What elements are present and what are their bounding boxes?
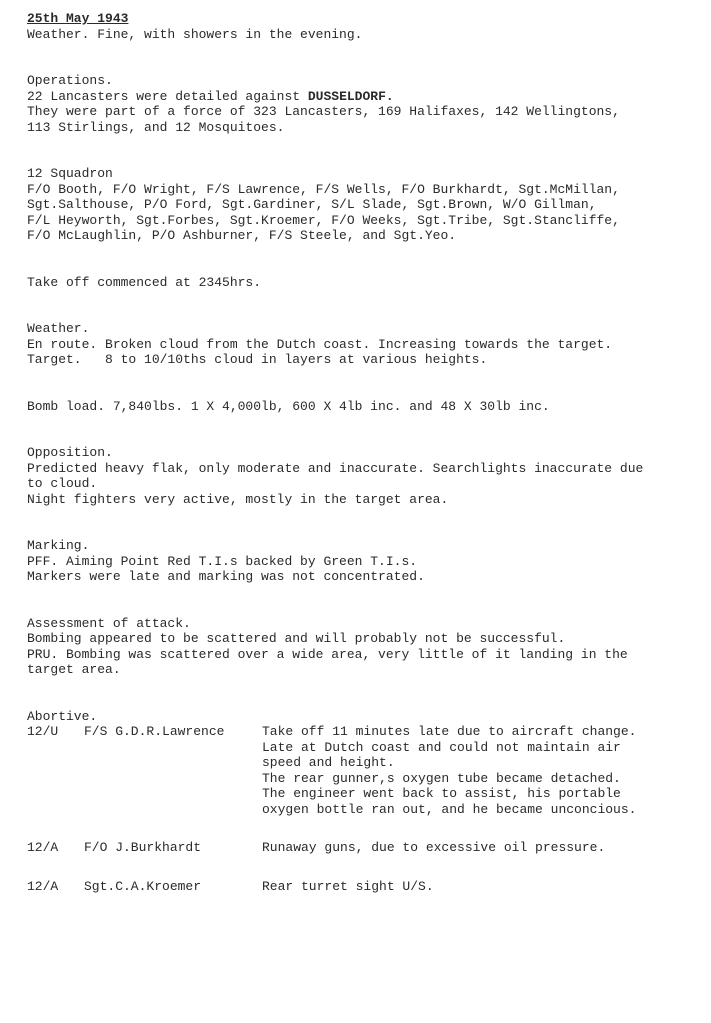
spacer — [27, 290, 697, 321]
abortive-note-line: oxygen bottle ran out, and he became unconcious. — [262, 801, 637, 817]
squadron-crew-line: F/L Heyworth, Sgt.Forbes, Sgt.Kroemer, F/O Weeks, Sgt.Tribe, Sgt.Stancliffe, — [27, 212, 620, 228]
operations-section — [27, 73, 697, 135]
takeoff-line: Take off commenced at 2345hrs. — [27, 274, 262, 290]
operations-target: DUSSELDORF. — [307, 88, 394, 104]
spacer — [27, 856, 697, 879]
abortive-crew: Sgt.C.A.Kroemer — [84, 878, 202, 894]
squadron-section — [27, 166, 697, 244]
opposition-line-1: Predicted heavy flak, only moderate and inaccurate. Searchlights inaccurate due — [27, 460, 644, 476]
opposition-line-3: Night fighters very active, mostly in the target area. — [27, 491, 449, 507]
marking-heading: Marking. — [27, 538, 90, 553]
abortive-note-line: Runaway guns, due to excessive oil pressure. — [262, 840, 606, 855]
weather-summary: Weather. Fine, with showers in the evening. — [27, 26, 363, 42]
assessment-line-2: PRU. Bombing was scattered over a wide area, very little of it landing in the — [27, 646, 628, 662]
opposition-line-2: to cloud. — [27, 476, 98, 491]
abortive-notes — [262, 879, 697, 895]
marking-line-1: PFF. Aiming Point Red T.I.s backed by Green T.I.s. — [27, 553, 418, 569]
abortive-section — [27, 709, 697, 895]
opposition-heading: Opposition. — [27, 445, 113, 460]
operations-heading: Operations. — [27, 73, 113, 88]
abortive-notes — [262, 724, 697, 817]
abortive-note-line: Rear turret sight U/S. — [262, 878, 434, 894]
abortive-row — [27, 724, 697, 817]
squadron-crew-line: Sgt.Salthouse, P/O Ford, Sgt.Gardiner, S/L Slade, Sgt.Brown, W/O Gillman, — [27, 197, 597, 212]
spacer — [27, 678, 697, 709]
assessment-line-3: target area. — [27, 662, 121, 677]
abortive-aircraft-code: 12/U — [27, 724, 59, 739]
spacer — [27, 414, 697, 445]
weather-target: Target. 8 to 10/10ths cloud in layers at various heights. — [27, 352, 488, 367]
abortive-heading: Abortive. — [27, 708, 98, 724]
assessment-heading: Assessment of attack. — [27, 615, 191, 631]
weather-heading: Weather. — [27, 321, 90, 336]
abortive-aircraft-code: 12/A — [27, 840, 59, 855]
document-page — [27, 11, 697, 894]
marking-line-2: Markers were late and marking was not concentrated. — [27, 569, 425, 584]
bomb-load-line: Bomb load. 7,840lbs. 1 X 4,000lb, 600 X 4lb inc. and 48 X 30lb inc. — [27, 398, 550, 414]
abortive-note-line: Late at Dutch coast and could not maintain air — [262, 739, 621, 755]
assessment-section — [27, 616, 697, 678]
operations-line-1 — [27, 89, 697, 105]
abortive-crew: F/S G.D.R.Lawrence — [84, 724, 225, 739]
spacer — [27, 42, 697, 73]
assessment-line-1: Bombing appeared to be scattered and will probably not be successful. — [27, 631, 566, 646]
spacer — [27, 817, 697, 840]
operations-line-1-text: 22 Lancasters were detailed against — [27, 88, 308, 104]
opposition-section — [27, 445, 697, 507]
weather-section — [27, 321, 697, 368]
operations-line-3: 113 Stirlings, and 12 Mosquitoes. — [27, 119, 285, 135]
spacer — [27, 244, 697, 275]
abortive-notes — [262, 840, 697, 856]
abortive-row — [27, 840, 697, 856]
abortive-note-line: The rear gunner,s oxygen tube became detached. — [262, 770, 621, 786]
spacer — [27, 585, 697, 616]
abortive-row — [27, 879, 697, 895]
squadron-crew-line: F/O McLaughlin, P/O Ashburner, F/S Steele, and Sgt.Yeo. — [27, 228, 457, 243]
abortive-crew: F/O J.Burkhardt — [84, 840, 202, 855]
squadron-heading: 12 Squadron — [27, 166, 113, 181]
abortive-note-line: Take off 11 minutes late due to aircraft change. — [262, 724, 637, 739]
spacer — [27, 507, 697, 538]
weather-en-route: En route. Broken cloud from the Dutch coast. Increasing towards the target. — [27, 336, 613, 352]
spacer — [27, 135, 697, 166]
entry-date: 25th May 1943 — [27, 11, 129, 26]
spacer — [27, 368, 697, 399]
marking-section — [27, 538, 697, 585]
operations-line-2: They were part of a force of 323 Lancasters, 169 Halifaxes, 142 Wellingtons, — [27, 104, 620, 119]
abortive-note-line: The engineer went back to assist, his portable — [262, 786, 621, 801]
squadron-crew-line: F/O Booth, F/O Wright, F/S Lawrence, F/S Wells, F/O Burkhardt, Sgt.McMillan, — [27, 181, 620, 197]
abortive-note-line: speed and height. — [262, 755, 395, 770]
abortive-aircraft-code: 12/A — [27, 878, 59, 894]
